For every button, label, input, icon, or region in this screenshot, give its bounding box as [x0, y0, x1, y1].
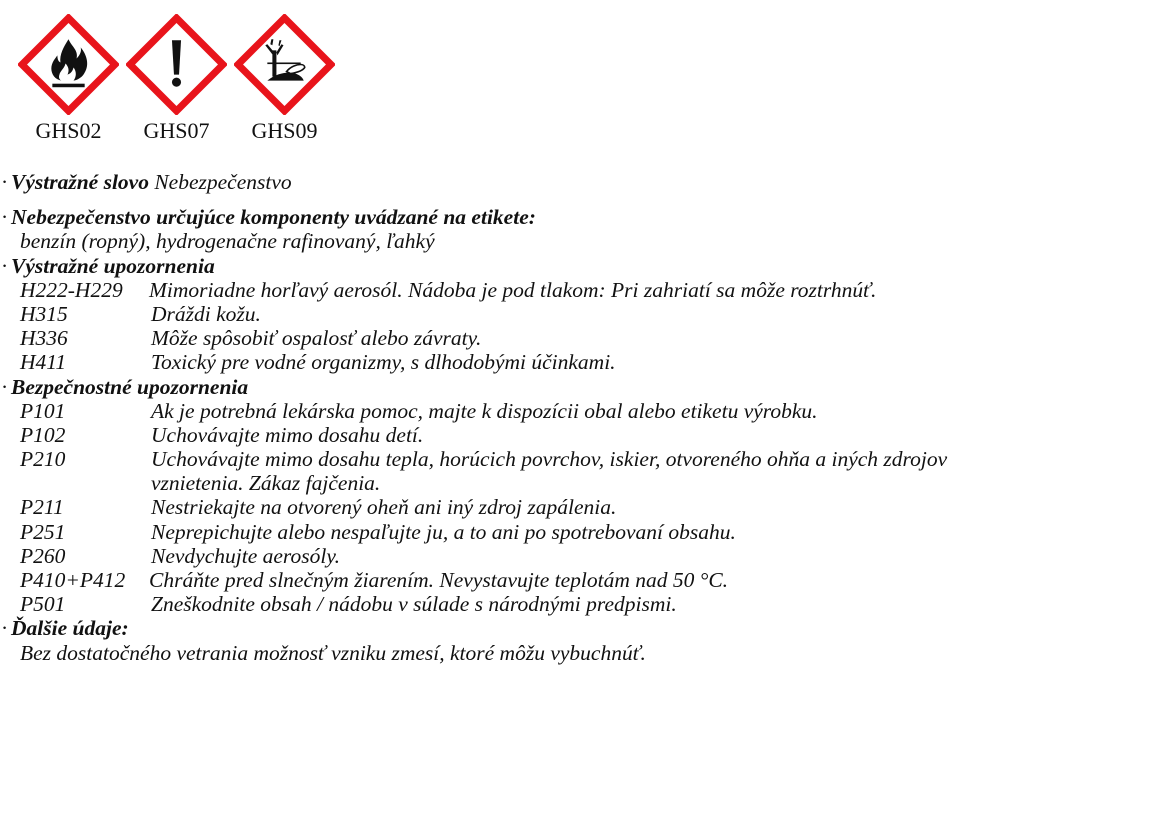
precautionary-statement-row [0, 495, 1168, 519]
bullet: · [1, 170, 9, 194]
statement-code: P101 [20, 398, 66, 423]
hazard-statements-heading [0, 254, 1168, 278]
hazard-statement-row [0, 326, 1168, 350]
pictogram-code: GHS09 [251, 118, 318, 143]
statement-text: Uchovávajte mimo dosahu detí. [151, 422, 424, 447]
environment-dead-tree-fish-icon [234, 14, 335, 115]
precautionary-statements-label: Bezpečnostné upozornenia [11, 374, 249, 399]
precautionary-statement-row [0, 544, 1168, 568]
bullet: · [1, 253, 9, 278]
statement-text: Neprepichujte alebo nespaľujte ju, a to ani po spotrebovaní obsahu. [151, 519, 736, 544]
signal-word-label: Výstražné slovo [11, 170, 149, 194]
precautionary-statement-row [0, 399, 1168, 423]
hazard-statement-row [0, 302, 1168, 326]
exclamation-mark-icon [126, 14, 227, 115]
statement-code: P410+P412 [20, 568, 126, 592]
precautionary-statements-heading [0, 375, 1168, 399]
statement-code: H411 [20, 350, 67, 375]
precautionary-statement-row [0, 447, 1168, 471]
statement-text: Nevdychujte aerosóly. [151, 543, 341, 568]
precautionary-statement-row [0, 520, 1168, 544]
precautionary-statement-row [0, 568, 1168, 592]
signal-word-value: Nebezpečenstvo [154, 170, 292, 194]
statement-code: P102 [20, 422, 66, 447]
hazard-components-label: Nebezpečenstvo určujúce komponenty uvádzané na etikete: [11, 205, 536, 230]
hazard-statement-row [0, 278, 1168, 302]
statement-text: Toxický pre vodné organizmy, s dlhodobými účinkami. [151, 350, 616, 375]
pictogram-code: GHS02 [35, 118, 102, 143]
precautionary-statement-row [0, 423, 1168, 447]
statement-text: Ak je potrebná lekárska pomoc, majte k dispozícii obal alebo etiketu výrobku. [151, 398, 818, 423]
statement-text: Môže spôsobiť ospalosť alebo závraty. [151, 326, 482, 351]
statement-text: Uchovávajte mimo dosahu tepla, horúcich povrchov, iskier, otvoreného ohňa a iných zdrojov [151, 447, 948, 472]
additional-info-heading [0, 616, 1168, 640]
ghs-pictograms [18, 14, 335, 144]
statement-code: P251 [20, 519, 66, 544]
statement-text: Chráňte pred slnečným žiarením. Nevystavujte teplotám nad 50 °C. [149, 568, 729, 592]
signal-word-row [0, 170, 1168, 194]
statement-code: P211 [20, 495, 64, 520]
precautionary-statement-row [0, 592, 1168, 616]
additional-info-label: Ďalšie údaje: [11, 616, 129, 641]
statement-code: H315 [20, 301, 68, 326]
hazard-components-heading [0, 205, 1168, 229]
statement-text: Nestriekajte na otvorený oheň ani iný zdroj zapálenia. [151, 495, 617, 520]
bullet: · [1, 205, 9, 230]
precautionary-statement-continuation [0, 471, 1168, 495]
label-elements-section [0, 170, 1168, 665]
hazard-statement-row [0, 350, 1168, 374]
bullet: · [1, 374, 9, 399]
statement-code: P210 [20, 447, 66, 472]
statement-code: P260 [20, 543, 66, 568]
statement-code: H336 [20, 326, 68, 351]
statement-text: Zneškodnite obsah / nádobu v súlade s národnými predpismi. [151, 592, 677, 617]
flame-icon [18, 14, 119, 115]
hazard-components-value: benzín (ropný), hydrogenačne rafinovaný, ľahký [20, 229, 435, 254]
statement-code: H222-H229 [20, 277, 123, 302]
pictogram-ghs07 [126, 14, 227, 144]
pictogram-ghs02 [18, 14, 119, 144]
pictogram-code: GHS07 [143, 118, 210, 143]
statement-text: Dráždi kožu. [151, 301, 261, 326]
statement-text: Mimoriadne horľavý aerosól. Nádoba je pod tlakom: Pri zahriatí sa môže roztrhnúť. [149, 277, 877, 302]
pictogram-ghs09 [234, 14, 335, 144]
hazard-statements-label: Výstražné upozornenia [11, 253, 215, 278]
statement-text-continuation: vznietenia. Zákaz fajčenia. [151, 471, 381, 496]
bullet: · [1, 616, 9, 641]
additional-info-value: Bez dostatočného vetrania možnosť vzniku zmesí, ktoré môžu vybuchnúť. [20, 640, 646, 665]
statement-code: P501 [20, 592, 66, 617]
